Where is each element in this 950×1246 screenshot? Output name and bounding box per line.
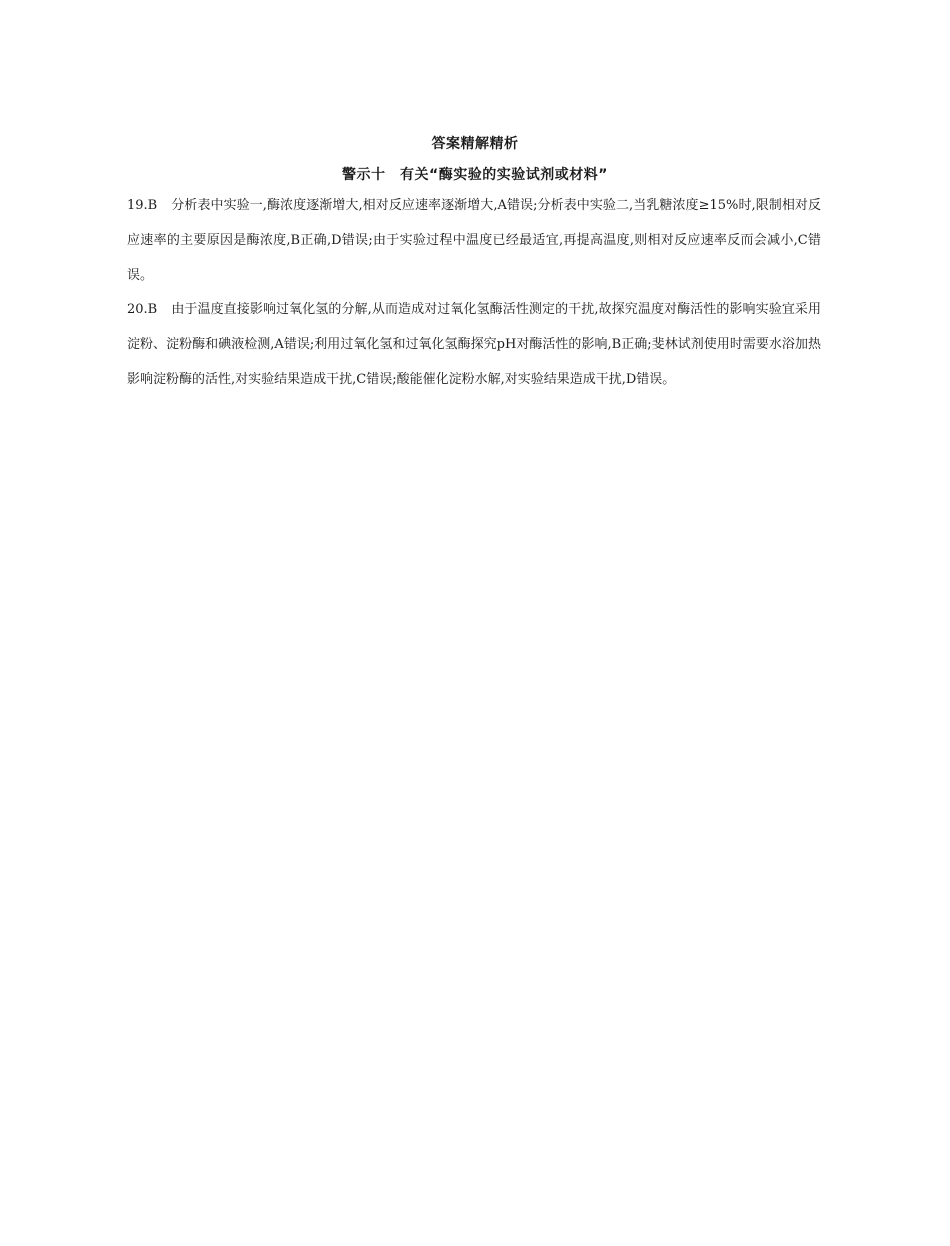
answer-number: 20.B bbox=[127, 302, 158, 317]
answer-number: 19.B bbox=[127, 198, 158, 213]
section-subtitle: 警示十 有关“酶实验的实验试剂或材料” bbox=[342, 167, 608, 183]
answer-explanation: 由于温度直接影响过氧化氢的分解,从而造成对过氧化氢酶活性测定的干扰,故探究温度对酶活性的影响实验宜采用淀粉、淀粉酶和碘液检测,A错误;利用过氧化氢和过氧化氢酶探究pH对酶活性的影响,B正确;斐林试剂使用时需要水浴加热影响淀粉酶的活性,对实验结果造成干扰,C错误;酸能催化淀粉水解,对实验结果造成干扰,D错误。 bbox=[127, 302, 821, 387]
page-title: 答案精解精析 bbox=[431, 136, 519, 152]
answer-explanation: 分析表中实验一,酶浓度逐渐增大,相对反应速率逐渐增大,A错误;分析表中实验二,当乳糖浓度≥15%时,限制相对反应速率的主要原因是酶浓度,B正确,D错误;由于实验过程中温度已经最适宜,再提高温度,则相对反应速率反而会减小,C错误。 bbox=[127, 198, 821, 283]
answer-20 bbox=[127, 292, 821, 397]
answer-19 bbox=[127, 188, 821, 293]
